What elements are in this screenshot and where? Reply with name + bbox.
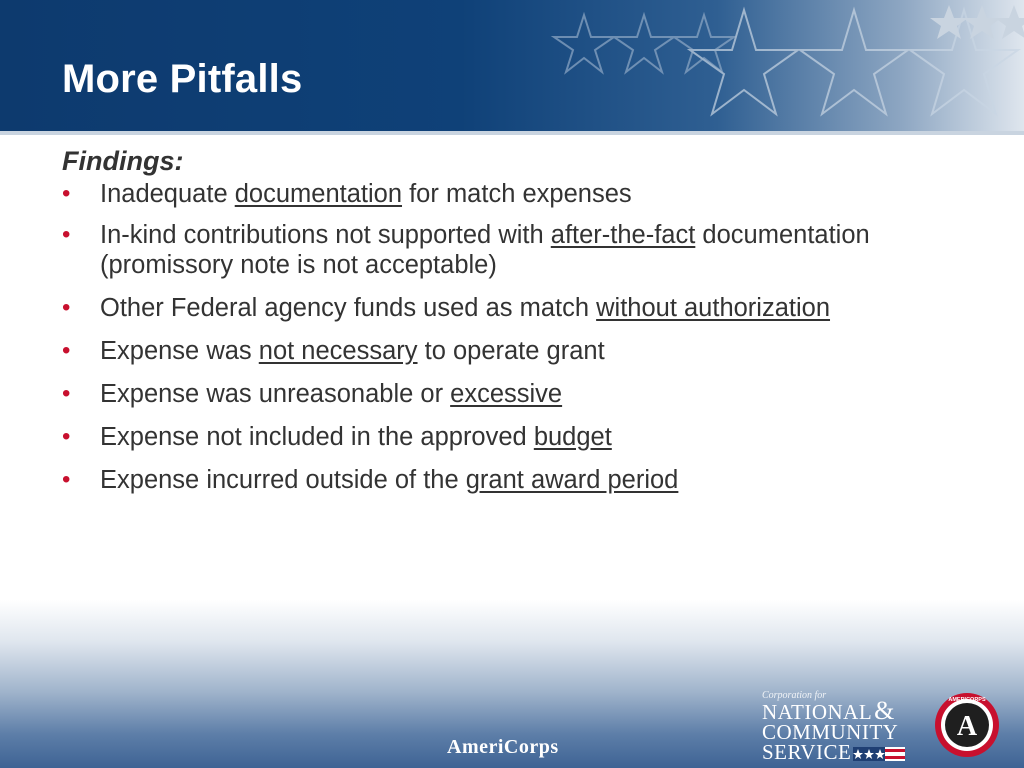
bullet-text: Expense was unreasonable or [100, 380, 451, 408]
ncs-logo [762, 690, 912, 762]
bullet-text: for match expenses [402, 180, 632, 208]
bullet-emphasis: grant award period [465, 466, 679, 494]
ncs-logo-service: SERVICE [762, 740, 852, 764]
flag-stars-icon [853, 747, 905, 761]
title-banner [0, 0, 1024, 131]
list-item [62, 293, 962, 323]
slide-title: More Pitfalls [62, 57, 303, 101]
ncs-logo-national: NATIONAL [762, 700, 873, 724]
bullet-emphasis: not necessary [258, 337, 418, 365]
bullet-icon: • [62, 380, 71, 407]
bullet-emphasis: budget [533, 423, 612, 451]
slide-body [62, 146, 962, 508]
ncs-logo-line [762, 696, 912, 725]
star-decoration-icon [544, 0, 1024, 131]
bullet-text: documentation (promissory note is not acceptable) [100, 221, 870, 279]
header-divider [0, 131, 1024, 135]
bullet-icon: • [62, 423, 71, 450]
seal-letter: A [956, 711, 978, 742]
bullet-icon: • [62, 294, 71, 321]
bullet-text: In-kind contributions not supported with [100, 221, 551, 249]
ncs-logo-small-text: Corporation for [762, 690, 827, 701]
bullet-emphasis: documentation [234, 180, 403, 208]
list-item [62, 422, 962, 452]
bullet-text: Expense not included in the approved [100, 423, 534, 451]
ncs-logo-line [762, 742, 912, 762]
bullet-icon: • [62, 337, 71, 364]
bullet-icon: • [62, 466, 71, 493]
bullet-text: Inadequate [100, 180, 235, 208]
ncs-logo-community: COMMUNITY [762, 720, 899, 744]
list-item [62, 465, 962, 495]
bullet-text: to operate grant [417, 337, 605, 365]
list-item [62, 336, 962, 366]
list-item [62, 379, 962, 409]
bullet-text: Expense incurred outside of the [100, 466, 466, 494]
bullet-text: Expense was [100, 337, 259, 365]
bullet-emphasis: without authorization [596, 294, 831, 322]
bullet-text: Other Federal agency funds used as match [100, 294, 597, 322]
bullet-emphasis: after-the-fact [550, 221, 696, 249]
americorps-wordmark: AmeriCorps [447, 736, 559, 758]
list-item [62, 220, 962, 280]
list-item [62, 179, 962, 209]
findings-list [62, 179, 962, 495]
seal-text: AMERICORPS [948, 697, 986, 703]
bullet-emphasis: excessive [450, 380, 563, 408]
americorps-seal-icon [934, 692, 1000, 758]
bullet-icon: • [62, 180, 71, 207]
bullet-icon: • [62, 221, 71, 248]
findings-heading: Findings: [62, 146, 184, 176]
ncs-logo-amp: & [874, 696, 895, 725]
